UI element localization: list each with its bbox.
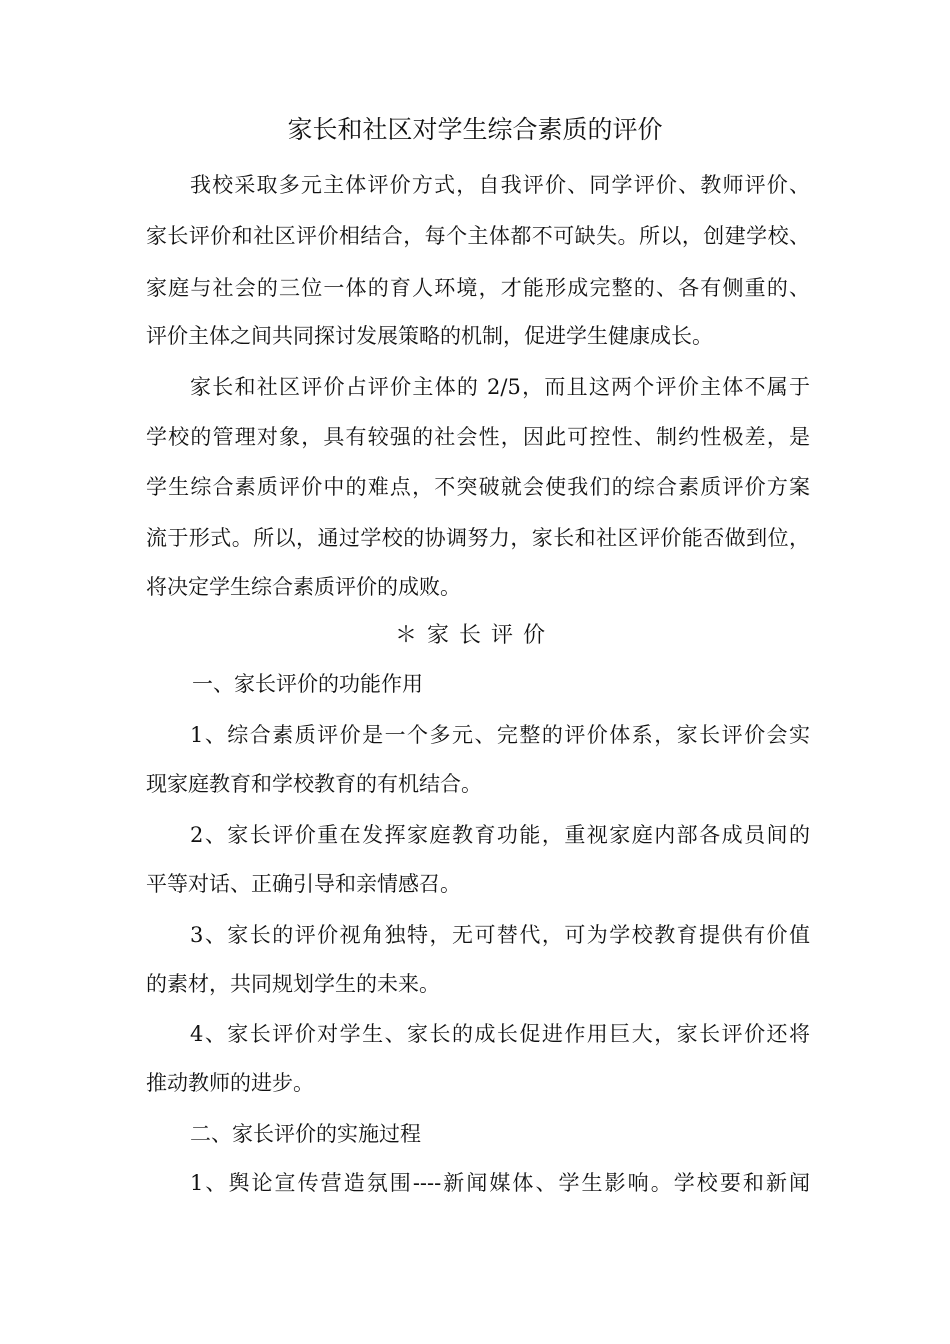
paragraph-line: 评价主体之间共同探讨发展策略的机制，促进学生健康成长。: [146, 324, 713, 348]
list-item-line: 平等对话、正确引导和亲情感召。: [146, 872, 461, 896]
section-heading: ＊家长评价: [394, 623, 555, 648]
paragraph-line: 将决定学生综合素质评价的成败。: [146, 575, 461, 599]
list-item-line: 4、家长评价对学生、家长的成长促进作用巨大，家长评价还将: [190, 1022, 810, 1046]
paragraph-line: 家长和社区评价占评价主体的 2/5，而且这两个评价主体不属于: [190, 375, 810, 399]
list-item-line: 1、综合素质评价是一个多元、完整的评价体系，家长评价会实: [190, 723, 810, 747]
paragraph-line: 学生综合素质评价中的难点，不突破就会使我们的综合素质评价方案: [146, 475, 810, 499]
list-item-line: 1、舆论宣传营造氛围----新闻媒体、学生影响。学校要和新闻: [190, 1171, 810, 1195]
list-item-line: 推动教师的进步。: [146, 1071, 314, 1095]
paragraph-line: 家长评价和社区评价相结合，每个主体都不可缺失。所以，创建学校、: [146, 224, 810, 248]
subsection-heading: 二、家长评价的实施过程: [190, 1122, 421, 1146]
paragraph-line: 家庭与社会的三位一体的育人环境，才能形成完整的、各有侧重的、: [146, 276, 810, 300]
document-title: 家长和社区对学生综合素质的评价: [287, 115, 663, 144]
paragraph-line: 学校的管理对象，具有较强的社会性，因此可控性、制约性极差，是: [146, 425, 810, 449]
subsection-heading: 一、家长评价的功能作用: [192, 672, 423, 696]
list-item-line: 现家庭教育和学校教育的有机结合。: [146, 772, 482, 796]
paragraph-line: 我校采取多元主体评价方式，自我评价、同学评价、教师评价、: [190, 173, 810, 197]
list-item-line: 3、家长的评价视角独特，无可替代，可为学校教育提供有价值: [190, 923, 810, 947]
paragraph-line: 流于形式。所以，通过学校的协调努力，家长和社区评价能否做到位，: [146, 526, 810, 550]
list-item-line: 的素材，共同规划学生的未来。: [146, 972, 440, 996]
list-item-line: 2、家长评价重在发挥家庭教育功能，重视家庭内部各成员间的: [190, 823, 810, 847]
